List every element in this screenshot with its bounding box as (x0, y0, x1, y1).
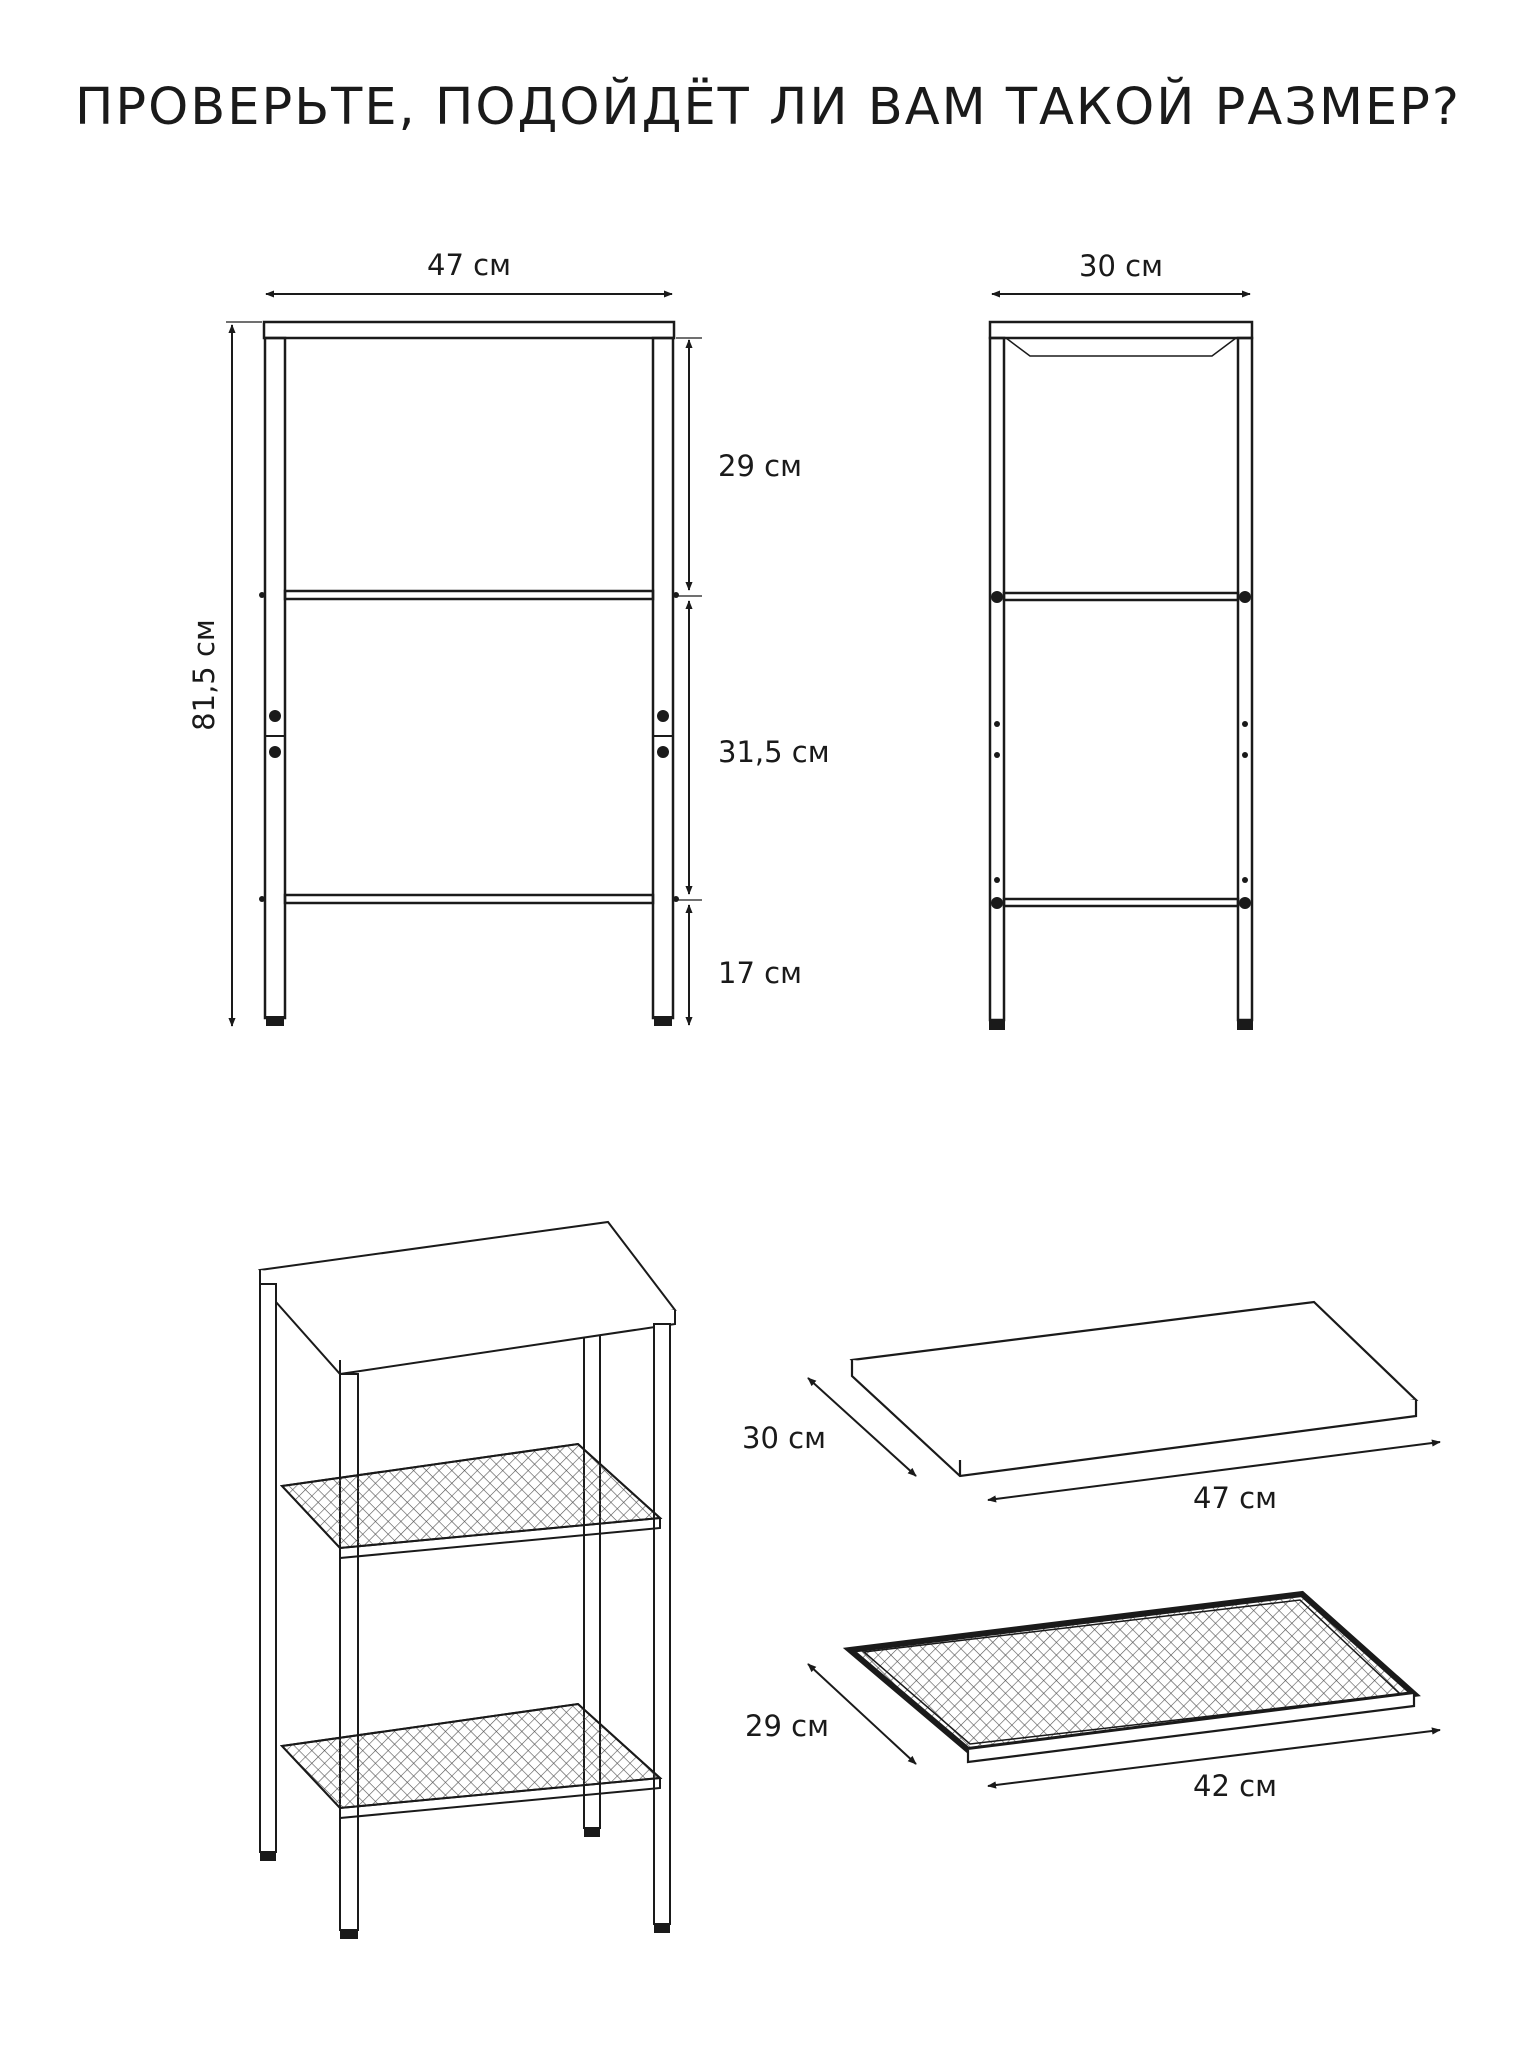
front-middle-shelf (285, 591, 653, 599)
front-bottom-shelf (285, 895, 653, 903)
front-bolts (259, 592, 679, 902)
side-top-panel (990, 322, 1252, 338)
front-height-label: 81,5 см (187, 619, 221, 731)
page-title: ПРОВЕРЬТЕ, ПОДОЙДЁТ ЛИ ВАМ ТАКОЙ РАЗМЕР? (74, 78, 1461, 137)
top-panel-part (742, 1302, 1440, 1515)
side-middle-shelf (1004, 593, 1238, 600)
front-view (187, 248, 830, 1026)
iso-front-left-leg (340, 1374, 358, 1930)
iso-back-left-leg (260, 1284, 276, 1852)
section-middle-label: 31,5 см (718, 735, 830, 769)
section-bottom-label: 17 см (718, 956, 802, 990)
side-bottom-shelf (1004, 899, 1238, 906)
front-top-panel (264, 322, 674, 338)
side-right-leg (1237, 338, 1253, 1030)
mesh-shelf-part (745, 1594, 1440, 1803)
front-left-leg (265, 338, 285, 1026)
isometric-view (260, 1222, 675, 1938)
front-right-leg (653, 338, 673, 1026)
side-left-leg (989, 338, 1005, 1030)
panel-width-label: 47 см (1193, 1481, 1277, 1515)
side-depth-label: 30 см (1079, 249, 1163, 283)
iso-bottom-mesh-shelf (282, 1704, 660, 1818)
side-view (989, 249, 1253, 1030)
section-top-label: 29 см (718, 449, 802, 483)
front-width-label: 47 см (427, 248, 511, 282)
panel-depth-label: 30 см (742, 1421, 826, 1455)
shelf-depth-label: 29 см (745, 1709, 829, 1743)
side-bolts (991, 591, 1251, 909)
iso-front-right-leg (654, 1324, 670, 1924)
iso-middle-mesh-shelf (282, 1444, 660, 1558)
shelf-width-label: 42 см (1193, 1769, 1277, 1803)
